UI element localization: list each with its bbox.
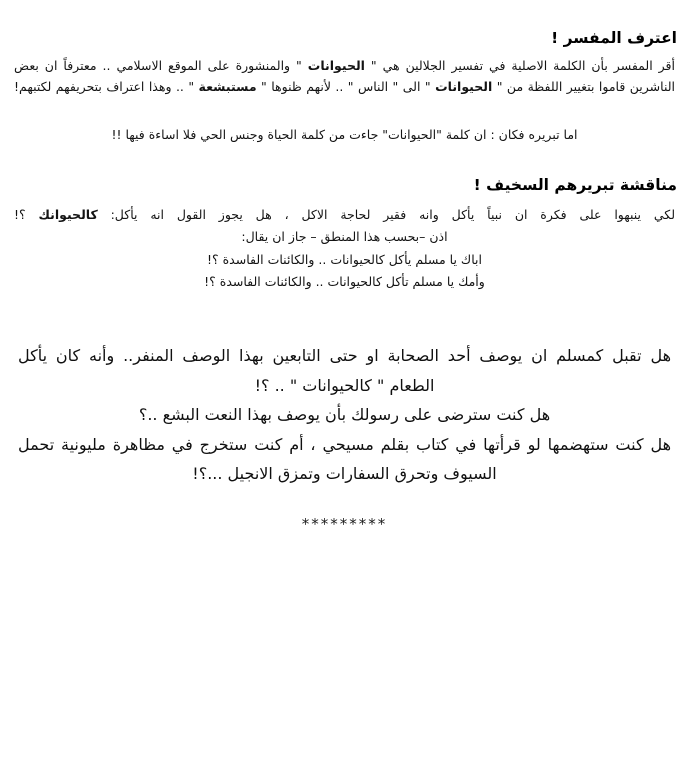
page-title-section-two: مناقشة تبريرهم السخيف !	[473, 176, 677, 195]
spacer	[8, 293, 681, 323]
intro-paragraph	[8, 55, 681, 98]
argument-line-4: وأمك يا مسلم تأكل كالحيوانات .. والكائنات الفاسدة ؟!	[204, 273, 485, 289]
argument-block	[8, 204, 681, 293]
argument-line-3: اباك يا مسلم يأكل كالحيوانات .. والكائنات الفاسدة ؟!	[207, 251, 482, 267]
spacer	[8, 489, 681, 511]
argument-line-1: لكي ينبهوا على فكرة ان نبياً يأكل وانه فقير لحاجة الاكل ، هل يجوز القول انه يأكل: كالحيوانك ؟!	[14, 207, 676, 223]
closing-line-2: الطعام " كالحيوانات " .. ؟!	[254, 375, 435, 395]
spacer	[8, 98, 681, 124]
closing-line-4: هل كنت ستهضمها لو قرأتها في كتاب بقلم مسيحي ، أم كنت ستخرج في مظاهرة مليونية تحمل	[18, 434, 671, 454]
closing-line-1: هل تقبل كمسلم ان يوصف أحد الصحابة او حتى التابعين بهذا الوصف المنفر.. وأنه كان يأكل	[18, 346, 671, 366]
intro-line-2: الناشرين قاموا بتغيير اللفظة من " الحيوانات " الى " الناس " .. لأنهم ظنوها " مستبشعة " .. وهذا اعتراف بتحريفهم لكتبهم!	[14, 79, 675, 95]
justification-line: اما تبريره فكان : ان كلمة "الحيوانات" جاءت من كلمة الحياة وجنس الحي فلا اساءة فيها !!	[111, 126, 578, 142]
spacer	[8, 323, 681, 341]
page-title-section-one: اعترف المفسر !	[551, 29, 677, 47]
closing-line-3: هل كنت سترضى على رسولك بأن يوصف بهذا النعت البشع ..؟	[138, 405, 551, 425]
asterisk-separator: *********	[301, 515, 388, 534]
argument-line-2: اذن –بحسب هذا المنطق – جاز ان يقال:	[241, 229, 448, 245]
closing-line-5: السيوف وتحرق السفارات وتمزق الانجيل ...؟!	[192, 464, 497, 484]
intro-line-1: أقر المفسر بأن الكلمة الاصلية في تفسير الجلالين هي " الحيوانات " والمنشورة على الموقع الاسلامي .. معترفاً ان بعض	[14, 57, 675, 73]
closing-questions-block	[8, 341, 681, 489]
spacer	[8, 145, 681, 175]
